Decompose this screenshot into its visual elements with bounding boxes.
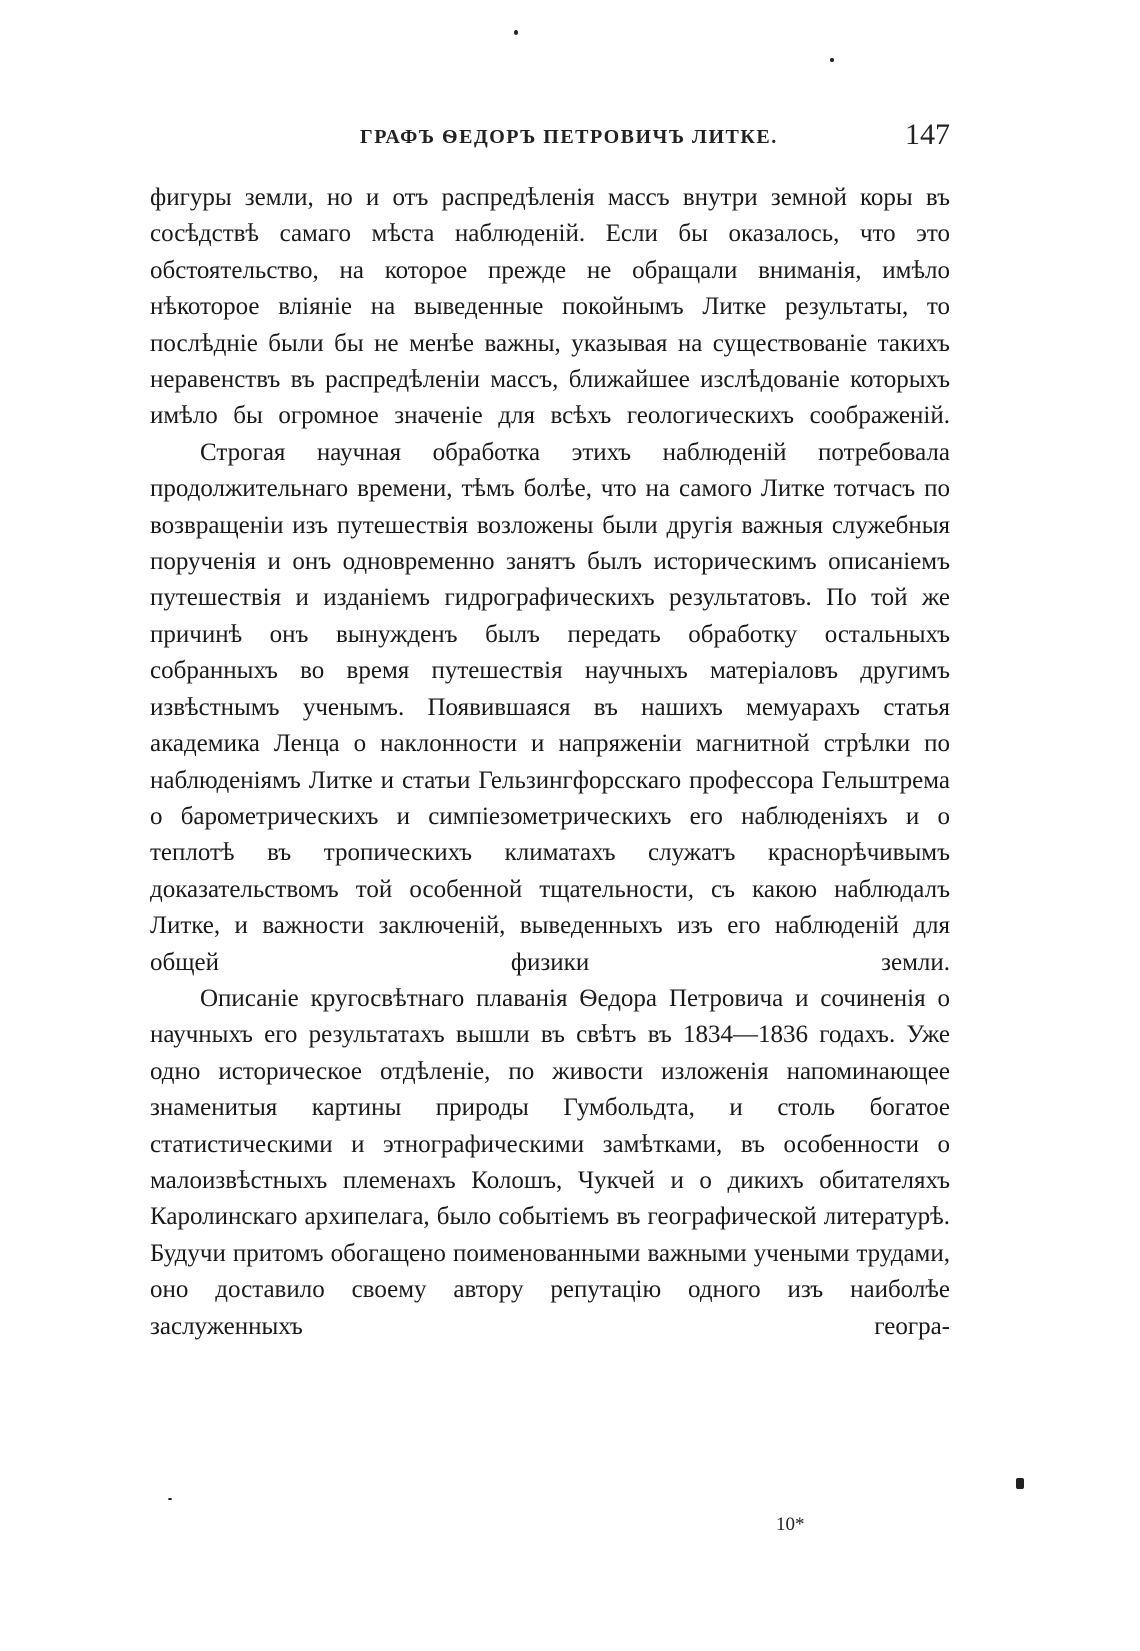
running-title: ГРАФЪ ѲЕДОРЪ ПЕТРОВИЧЪ ЛИТКЕ. [360, 126, 778, 148]
paragraph-voyage-description: Описаніе кругосвѣтнаго плаванія Ѳедора Петровича и сочиненія о научныхъ его результатахъ вышли въ свѣтъ въ 1834—1836 годахъ. Уже одно историческое отдѣленіе, по живости изложенія напоминающее знаменитыя картины природы Гумбольдта, и столь богатое статистическими и этнографическими замѣтками, въ особенности о малоизвѣстныхъ племенахъ Колошъ, Чукчей и о дикихъ обитателяхъ Каролинскаго архипелага, было событіемъ въ географической литературѣ. Будучи притомъ обогащено поименованными важными учеными трудами, оно доставило своему автору репутацію одного изъ наиболѣе заслуженныхъ геогра- [150, 984, 950, 1340]
print-speck [168, 1498, 172, 1500]
print-speck [830, 58, 834, 62]
paragraph-continued: фигуры земли, но и отъ распредѣленія массъ внутри земной коры въ сосѣдствѣ самаго мѣста наблюденій. Если бы оказалось, что это обстоятельство, на которое прежде не обращали вниманія, имѣло нѣкоторое вліяніе на выведенные покойнымъ Литке результаты, то послѣдніе были бы не менѣе важны, указывая на существованіе такихъ неравенствъ въ распредѣленіи массъ, ближайшее изслѣдованіе которыхъ имѣло бы огромное значеніе для всѣхъ геологическихъ соображеній. [150, 184, 950, 430]
body-text [150, 180, 950, 1345]
page-number: 147 [905, 118, 950, 151]
print-speck [1016, 1478, 1024, 1489]
running-head [150, 118, 950, 154]
signature-mark: 10* [776, 1514, 805, 1535]
paragraph-processing-of-observations: Строгая научная обработка этихъ наблюденій потребовала продолжительнаго времени, тѣмъ болѣе, что на самого Литке тотчасъ по возвращеніи изъ путешествія возложены были другія важныя служебныя порученія и онъ одновременно занятъ былъ историческимъ описаніемъ путешествія и изданіемъ гидрографическихъ результатовъ. По той же причинѣ онъ вынужденъ былъ передать обработку остальныхъ собранныхъ во время путешествія научныхъ матеріаловъ другимъ извѣстнымъ ученымъ. Появившаяся въ нашихъ мемуарахъ статья академика Ленца о наклонности и напряженіи магнитной стрѣлки по наблюденіямъ Литке и статьи Гельзингфорсскаго профессора Гельштрема о барометрическихъ и симпіезометрическихъ его наблюденіяхъ и о теплотѣ въ тропическихъ климатахъ служатъ краснорѣчивымъ доказательствомъ той особенной тщательности, съ какою наблюдалъ Литке, и важности заключеній, выведенныхъ изъ его наблюденій для общей физики земли. [150, 438, 950, 976]
print-speck [514, 30, 518, 35]
